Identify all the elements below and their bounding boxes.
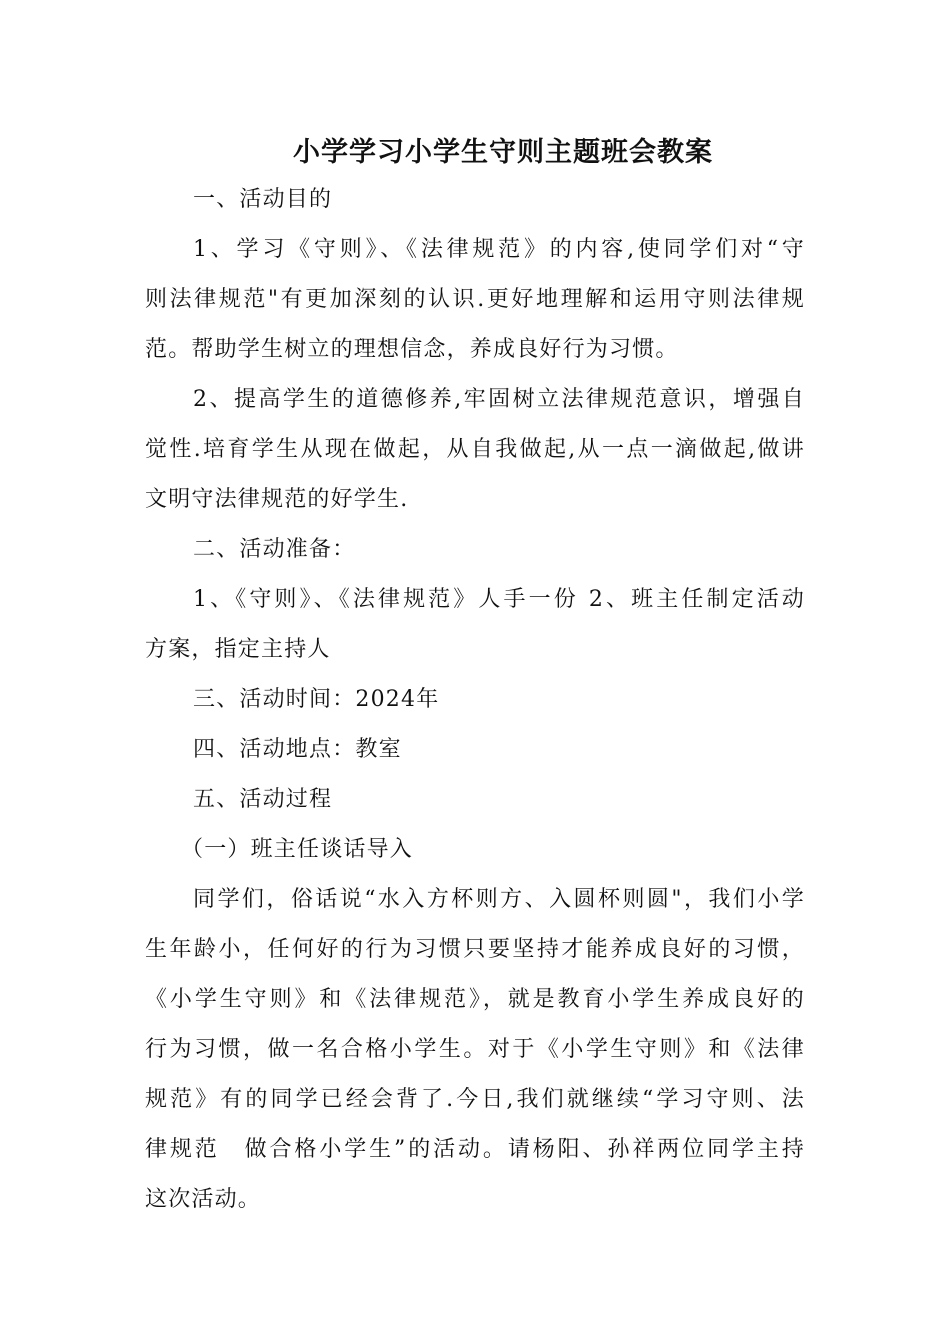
section-heading-purpose: 一、活动目的 — [193, 187, 333, 212]
paragraph-line: 2、提高学生的道德修养,牢固树立法律规范意识，增强自 — [193, 387, 805, 412]
section-heading-time: 三、活动时间：2024年 — [193, 687, 440, 712]
paragraph-line: 范。帮助学生树立的理想信念，养成良好行为习惯。 — [145, 337, 679, 362]
paragraph-line: 文明守法律规范的好学生. — [145, 487, 409, 512]
section-heading-process: 五、活动过程 — [193, 787, 333, 812]
paragraph-line: 规范》有的同学已经会背了.今日,我们就继续“学习守则、法 — [145, 1087, 805, 1112]
section-heading-preparation: 二、活动准备： — [193, 537, 356, 562]
paragraph-line: 律规范 做合格小学生”的活动。请杨阳、孙祥两位同学主持 — [145, 1137, 805, 1162]
paragraph-line: 同学们，俗话说“水入方杯则方、入圆杯则圆"，我们小学 — [193, 887, 805, 912]
paragraph-line: 觉性.培育学生从现在做起，从自我做起,从一点一滴做起,做讲 — [145, 437, 805, 462]
paragraph-line: 生年龄小，任何好的行为习惯只要坚持才能养成良好的习惯， — [145, 937, 805, 962]
paragraph-line: 行为习惯，做一名合格小学生。对于《小学生守则》和《法律 — [145, 1037, 805, 1062]
document-title: 小学学习小学生守则主题班会教案 — [293, 137, 713, 168]
paragraph-line: 这次活动。 — [145, 1187, 262, 1212]
paragraph-line: 1、学习《守则》、《法律规范》的内容,使同学们对“守 — [193, 237, 805, 262]
section-heading-location: 四、活动地点：教室 — [193, 737, 402, 762]
subsection-heading: （一）班主任谈话导入 — [181, 837, 414, 862]
paragraph-line: 1、《守则》、《法律规范》人手一份 2、班主任制定活动 — [193, 587, 805, 612]
paragraph-line: 方案，指定主持人 — [145, 637, 331, 662]
paragraph-line: 《小学生守则》和《法律规范》，就是教育小学生养成良好的 — [145, 987, 805, 1012]
paragraph-line: 则法律规范"有更加深刻的认识.更好地理解和运用守则法律规 — [145, 287, 805, 312]
